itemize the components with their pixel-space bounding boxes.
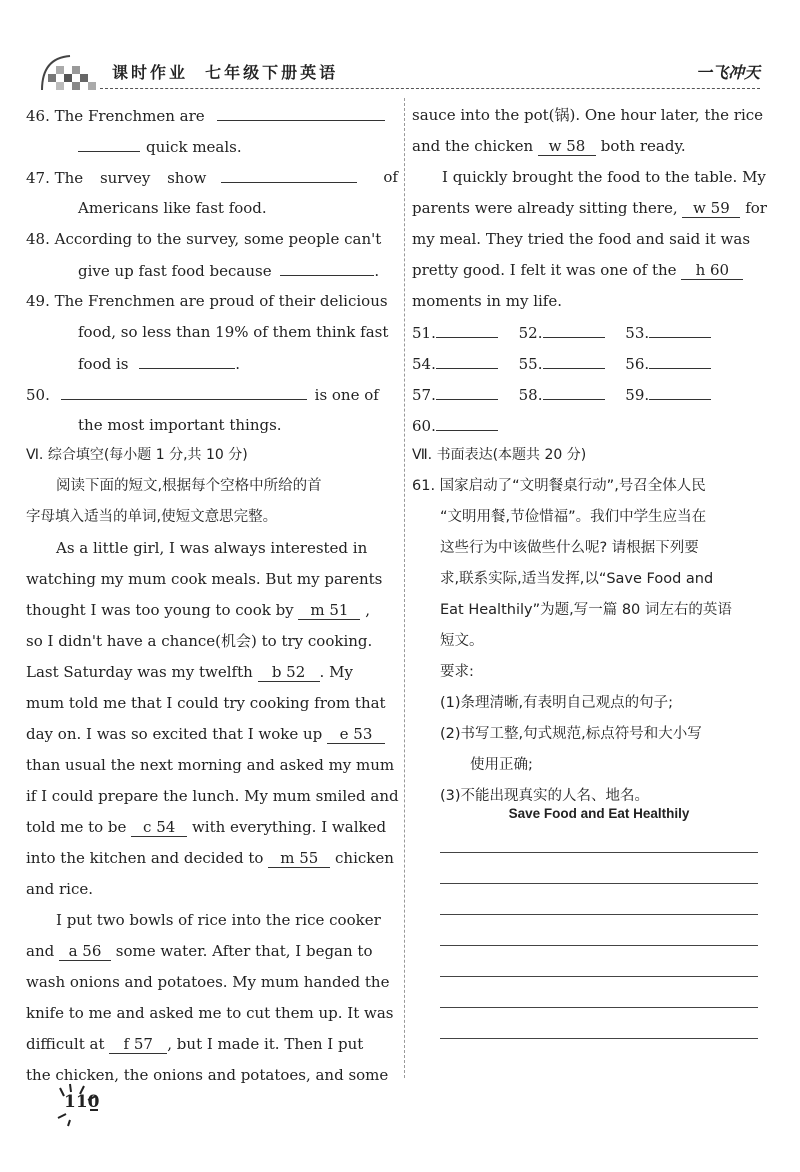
passage-line-51: thought I was too young to cook by m 51 , xyxy=(26,601,370,619)
page-header xyxy=(40,52,760,92)
passage-line-52: Last Saturday was my twelfth b 52 . My xyxy=(26,663,353,681)
answer-blank-51[interactable]: m 51 xyxy=(298,599,360,620)
answer-blank[interactable] xyxy=(61,379,307,400)
answer-blank[interactable] xyxy=(436,317,498,338)
q47-line2: Americans like fast food. xyxy=(78,199,267,217)
passage-line: watching my mum cook meals. But my parents xyxy=(26,570,383,588)
checker-decoration-icon xyxy=(40,52,100,92)
passage-line: my meal. They tried the food and said it was xyxy=(412,230,751,248)
passage-line-58: and the chicken w 58 both ready. xyxy=(412,137,686,155)
essay-writing-line[interactable] xyxy=(440,976,758,977)
column-divider xyxy=(404,98,405,1078)
answer-blank[interactable] xyxy=(280,255,374,276)
passage-line: I put two bowls of rice into the rice cooker xyxy=(56,911,381,929)
answer-blank-56[interactable]: a 56 xyxy=(59,940,111,961)
q47-line1: 47. The survey show of xyxy=(26,162,398,193)
answer-blank[interactable] xyxy=(139,348,235,369)
section-7-title: Ⅶ. 书面表达(本题共 20 分) xyxy=(412,447,587,463)
essay-title: Save Food and Eat Healthily xyxy=(508,806,690,821)
q61-text: “文明用餐,节俭惜福”。我们中学生应当在 xyxy=(440,509,707,525)
q61-text: 求,联系实际,适当发挥,以“Save Food and xyxy=(440,571,714,587)
answer-blank[interactable] xyxy=(543,317,605,338)
passage-line: moments in my life. xyxy=(412,292,562,310)
requirement-3: (3)不能出现真实的人名、地名。 xyxy=(440,788,650,804)
answer-blank[interactable] xyxy=(436,410,498,431)
essay-writing-line[interactable] xyxy=(440,852,758,853)
answer-blank[interactable] xyxy=(217,100,385,121)
q49-line1: 49. The Frenchmen are proud of their delicious xyxy=(26,292,388,310)
passage-line-53: day on. I was so excited that I woke up e 53 xyxy=(26,719,385,750)
passage-line: the chicken, the onions and potatoes, and some xyxy=(26,1066,389,1084)
answer-blank[interactable] xyxy=(436,348,498,369)
answer-blank-60[interactable]: h 60 xyxy=(681,259,743,280)
header-brand: 一飞冲天 xyxy=(695,63,760,82)
essay-writing-line[interactable] xyxy=(440,914,758,915)
q61-text: 61. 国家启动了“文明餐桌行动”,号召全体人民 xyxy=(412,478,706,494)
essay-writing-line[interactable] xyxy=(440,1007,758,1008)
passage-line-56: and a 56 some water. After that, I began to xyxy=(26,942,373,960)
passage-line-57: difficult at f 57 , but I made it. Then I put xyxy=(26,1035,364,1053)
answer-row: 51. 52. 53. xyxy=(412,317,711,348)
passage-line: wash onions and potatoes. My mum handed the xyxy=(26,973,390,991)
passage-line: if I could prepare the lunch. My mum smiled and xyxy=(26,787,399,805)
q48-line1: 48. According to the survey, some people can't xyxy=(26,230,382,248)
q49-line2: food, so less than 19% of them think fast xyxy=(78,323,389,341)
answer-blank[interactable] xyxy=(649,348,711,369)
passage-line: and rice. xyxy=(26,880,93,898)
section-6-title: Ⅵ. 综合填空(每小题 1 分,共 10 分) xyxy=(26,447,248,463)
answer-blank[interactable] xyxy=(543,379,605,400)
requirements-label: 要求: xyxy=(440,664,474,680)
answer-row: 54. 55. 56. xyxy=(412,348,711,379)
passage-line: I quickly brought the food to the table. My xyxy=(442,168,766,186)
answer-blank[interactable] xyxy=(78,131,140,152)
answer-blank[interactable] xyxy=(221,162,357,183)
answer-row: 57. 58. 59. xyxy=(412,379,711,410)
passage-line-59: parents were already sitting there, w 59 for xyxy=(412,199,767,217)
requirement-2-cont: 使用正确; xyxy=(470,757,533,773)
page-number: 110 xyxy=(54,1082,106,1128)
passage-line-55: into the kitchen and decided to m 55 chicken xyxy=(26,849,394,867)
passage-line-54: told me to be c 54 with everything. I walked xyxy=(26,818,387,836)
section-6-instructions-2: 字母填入适当的单词,使短文意思完整。 xyxy=(26,509,278,525)
passage-line: knife to me and asked me to cut them up. It was xyxy=(26,1004,394,1022)
essay-writing-line[interactable] xyxy=(440,1038,758,1039)
q46-line1: 46. The Frenchmen are xyxy=(26,100,385,131)
passage-line: mum told me that I could try cooking from that xyxy=(26,694,386,712)
passage-line: As a little girl, I was always interested in xyxy=(56,539,368,557)
q46-line2: quick meals. xyxy=(78,131,242,162)
q61-text: 短文。 xyxy=(440,633,484,649)
answer-row: 60. xyxy=(412,410,498,441)
answer-blank-55[interactable]: m 55 xyxy=(268,847,330,868)
answer-blank-53[interactable]: e 53 xyxy=(327,723,385,744)
q61-text: Eat Healthily”为题,写一篇 80 词左右的英语 xyxy=(440,602,732,618)
answer-blank-54[interactable]: c 54 xyxy=(131,816,187,837)
passage-line-60: pretty good. I felt it was one of the h 60 xyxy=(412,255,743,286)
passage-line: sauce into the pot(锅). One hour later, the rice xyxy=(412,106,764,124)
essay-writing-line[interactable] xyxy=(440,945,758,946)
answer-blank-52[interactable]: b 52 xyxy=(258,661,320,682)
passage-line: so I didn't have a chance(机会) to try cooking. xyxy=(26,632,373,650)
requirement-1: (1)条理清晰,有表明自己观点的句子; xyxy=(440,695,674,711)
passage-line: than usual the next morning and asked my mum xyxy=(26,756,395,774)
answer-blank-57[interactable]: f 57 xyxy=(109,1033,167,1054)
q50-line1: 50. is one of xyxy=(26,379,379,410)
q61-text: 这些行为中该做些什么呢? 请根据下列要 xyxy=(440,540,699,556)
answer-blank[interactable] xyxy=(649,317,711,338)
answer-blank[interactable] xyxy=(649,379,711,400)
answer-blank-59[interactable]: w 59 xyxy=(682,197,740,218)
header-divider xyxy=(100,88,760,89)
header-title: 课时作业 七年级下册英语 xyxy=(112,63,339,82)
section-6-instructions-1: 阅读下面的短文,根据每个空格中所给的首 xyxy=(56,478,322,494)
essay-writing-line[interactable] xyxy=(440,883,758,884)
answer-blank[interactable] xyxy=(543,348,605,369)
answer-blank[interactable] xyxy=(436,379,498,400)
answer-blank-58[interactable]: w 58 xyxy=(538,135,596,156)
requirement-2: (2)书写工整,句式规范,标点符号和大小写 xyxy=(440,726,702,742)
q49-line3: food is . xyxy=(78,348,240,379)
q48-line2: give up fast food because . xyxy=(78,255,379,286)
q50-line2: the most important things. xyxy=(78,416,282,434)
